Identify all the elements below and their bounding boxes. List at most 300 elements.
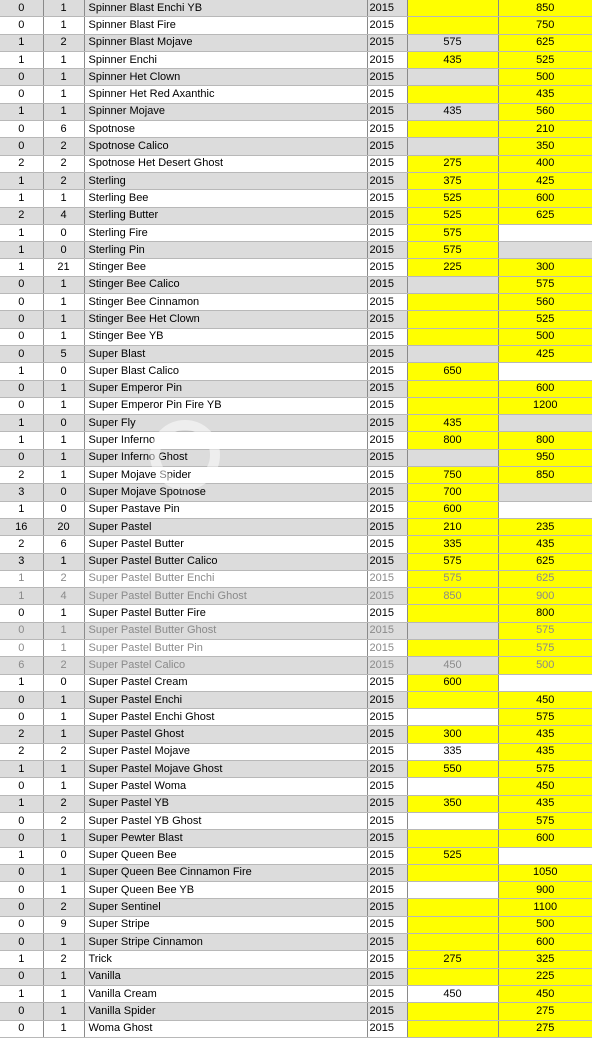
count-b-cell: 0 <box>43 224 84 241</box>
count-b-cell: 0 <box>43 674 84 691</box>
price-1-cell: 435 <box>407 103 498 120</box>
morph-name-cell: Super Pastel <box>84 518 367 535</box>
price-2-cell: 1200 <box>498 397 592 414</box>
count-b-cell: 1 <box>43 934 84 951</box>
morph-name-cell: Super Pastel YB Ghost <box>84 812 367 829</box>
price-2-cell: 560 <box>498 294 592 311</box>
price-2-cell: 575 <box>498 709 592 726</box>
year-cell: 2015 <box>367 103 407 120</box>
morph-name-cell: Super Pastel Enchi <box>84 691 367 708</box>
count-a-cell: 0 <box>0 864 43 881</box>
price-1-cell <box>407 294 498 311</box>
count-a-cell: 1 <box>0 588 43 605</box>
count-a-cell: 1 <box>0 242 43 259</box>
table-row <box>0 259 592 276</box>
year-cell: 2015 <box>367 795 407 812</box>
year-cell: 2015 <box>367 691 407 708</box>
count-a-cell: 0 <box>0 449 43 466</box>
price-1-cell: 275 <box>407 951 498 968</box>
price-2-cell: 225 <box>498 968 592 985</box>
price-2-cell: 575 <box>498 639 592 656</box>
table-row <box>0 588 592 605</box>
price-1-cell <box>407 1003 498 1020</box>
count-a-cell: 0 <box>0 639 43 656</box>
count-b-cell: 1 <box>43 69 84 86</box>
count-b-cell: 2 <box>43 570 84 587</box>
count-b-cell: 6 <box>43 536 84 553</box>
morph-name-cell: Super Blast <box>84 345 367 362</box>
count-b-cell: 1 <box>43 622 84 639</box>
year-cell: 2015 <box>367 864 407 881</box>
count-a-cell: 0 <box>0 605 43 622</box>
price-1-cell <box>407 328 498 345</box>
year-cell: 2015 <box>367 985 407 1002</box>
count-a-cell: 0 <box>0 830 43 847</box>
count-a-cell: 0 <box>0 380 43 397</box>
count-b-cell: 1 <box>43 449 84 466</box>
price-2-cell: 625 <box>498 34 592 51</box>
morph-name-cell: Stinger Bee Calico <box>84 276 367 293</box>
count-b-cell: 1 <box>43 553 84 570</box>
count-a-cell: 1 <box>0 761 43 778</box>
price-1-cell <box>407 968 498 985</box>
year-cell: 2015 <box>367 968 407 985</box>
count-a-cell: 1 <box>0 415 43 432</box>
price-2-cell: 500 <box>498 69 592 86</box>
year-cell: 2015 <box>367 916 407 933</box>
price-2-cell <box>498 847 592 864</box>
price-1-cell: 575 <box>407 242 498 259</box>
price-2-cell: 900 <box>498 882 592 899</box>
morph-name-cell: Spinner Blast Fire <box>84 17 367 34</box>
count-b-cell: 1 <box>43 294 84 311</box>
count-b-cell: 1 <box>43 864 84 881</box>
count-a-cell: 6 <box>0 657 43 674</box>
price-1-cell <box>407 605 498 622</box>
count-a-cell: 0 <box>0 328 43 345</box>
price-1-cell <box>407 17 498 34</box>
count-b-cell: 2 <box>43 795 84 812</box>
year-cell: 2015 <box>367 882 407 899</box>
price-2-cell: 750 <box>498 17 592 34</box>
count-a-cell: 0 <box>0 882 43 899</box>
count-a-cell: 1 <box>0 103 43 120</box>
price-1-cell: 575 <box>407 570 498 587</box>
morph-name-cell: Spinner Enchi <box>84 51 367 68</box>
count-b-cell: 0 <box>43 242 84 259</box>
price-2-cell: 950 <box>498 449 592 466</box>
price-1-cell <box>407 311 498 328</box>
count-b-cell: 1 <box>43 985 84 1002</box>
year-cell: 2015 <box>367 34 407 51</box>
table-row <box>0 484 592 501</box>
table-row <box>0 657 592 674</box>
count-b-cell: 1 <box>43 0 84 17</box>
year-cell: 2015 <box>367 432 407 449</box>
price-2-cell: 850 <box>498 467 592 484</box>
count-a-cell: 3 <box>0 484 43 501</box>
count-a-cell: 1 <box>0 259 43 276</box>
price-2-cell <box>498 674 592 691</box>
price-2-cell: 850 <box>498 0 592 17</box>
count-b-cell: 1 <box>43 51 84 68</box>
morph-name-cell: Stinger Bee Cinnamon <box>84 294 367 311</box>
count-b-cell: 0 <box>43 847 84 864</box>
table-row <box>0 328 592 345</box>
morph-name-cell: Super Pastel Butter Pin <box>84 639 367 656</box>
price-2-cell <box>498 224 592 241</box>
count-b-cell: 5 <box>43 345 84 362</box>
price-1-cell: 650 <box>407 363 498 380</box>
count-b-cell: 2 <box>43 155 84 172</box>
price-2-cell: 435 <box>498 726 592 743</box>
year-cell: 2015 <box>367 155 407 172</box>
morph-name-cell: Spotnose Calico <box>84 138 367 155</box>
price-2-cell <box>498 484 592 501</box>
table-row <box>0 0 592 17</box>
count-a-cell: 0 <box>0 899 43 916</box>
year-cell: 2015 <box>367 363 407 380</box>
year-cell: 2015 <box>367 726 407 743</box>
count-a-cell: 0 <box>0 86 43 103</box>
price-2-cell: 1100 <box>498 899 592 916</box>
table-row <box>0 709 592 726</box>
year-cell: 2015 <box>367 570 407 587</box>
count-b-cell: 1 <box>43 1003 84 1020</box>
table-row <box>0 415 592 432</box>
price-1-cell: 600 <box>407 674 498 691</box>
table-row <box>0 934 592 951</box>
count-a-cell: 0 <box>0 916 43 933</box>
price-2-cell: 425 <box>498 172 592 189</box>
morph-name-cell: Sterling Butter <box>84 207 367 224</box>
count-a-cell: 2 <box>0 743 43 760</box>
morph-name-cell: Super Queen Bee YB <box>84 882 367 899</box>
count-a-cell: 0 <box>0 622 43 639</box>
price-1-cell <box>407 934 498 951</box>
count-a-cell: 0 <box>0 934 43 951</box>
price-1-cell: 435 <box>407 51 498 68</box>
year-cell: 2015 <box>367 951 407 968</box>
price-2-cell: 500 <box>498 657 592 674</box>
table-row <box>0 570 592 587</box>
table-row <box>0 294 592 311</box>
table-row <box>0 605 592 622</box>
count-b-cell: 1 <box>43 311 84 328</box>
count-a-cell: 1 <box>0 190 43 207</box>
price-2-cell: 435 <box>498 86 592 103</box>
year-cell: 2015 <box>367 1003 407 1020</box>
count-b-cell: 2 <box>43 951 84 968</box>
table-row <box>0 726 592 743</box>
table-row <box>0 761 592 778</box>
price-1-cell: 750 <box>407 467 498 484</box>
price-2-cell: 625 <box>498 570 592 587</box>
price-1-cell <box>407 276 498 293</box>
price-1-cell <box>407 86 498 103</box>
year-cell: 2015 <box>367 588 407 605</box>
year-cell: 2015 <box>367 639 407 656</box>
year-cell: 2015 <box>367 51 407 68</box>
count-b-cell: 4 <box>43 207 84 224</box>
year-cell: 2015 <box>367 207 407 224</box>
year-cell: 2015 <box>367 743 407 760</box>
morph-name-cell: Super Blast Calico <box>84 363 367 380</box>
price-1-cell: 450 <box>407 657 498 674</box>
table-row <box>0 882 592 899</box>
year-cell: 2015 <box>367 761 407 778</box>
count-a-cell: 0 <box>0 345 43 362</box>
count-b-cell: 1 <box>43 709 84 726</box>
year-cell: 2015 <box>367 553 407 570</box>
price-2-cell: 350 <box>498 138 592 155</box>
table-row <box>0 432 592 449</box>
table-row <box>0 86 592 103</box>
price-2-cell: 275 <box>498 1020 592 1037</box>
price-1-cell <box>407 449 498 466</box>
price-1-cell: 350 <box>407 795 498 812</box>
count-a-cell: 1 <box>0 847 43 864</box>
count-b-cell: 2 <box>43 172 84 189</box>
year-cell: 2015 <box>367 294 407 311</box>
morph-name-cell: Vanilla <box>84 968 367 985</box>
price-1-cell: 335 <box>407 536 498 553</box>
count-b-cell: 1 <box>43 761 84 778</box>
morph-name-cell: Super Queen Bee <box>84 847 367 864</box>
price-1-cell: 575 <box>407 224 498 241</box>
morph-name-cell: Super Pastel Butter <box>84 536 367 553</box>
morph-name-cell: Super Sentinel <box>84 899 367 916</box>
year-cell: 2015 <box>367 172 407 189</box>
count-b-cell: 1 <box>43 103 84 120</box>
price-2-cell: 600 <box>498 830 592 847</box>
year-cell: 2015 <box>367 847 407 864</box>
year-cell: 2015 <box>367 830 407 847</box>
year-cell: 2015 <box>367 449 407 466</box>
morph-name-cell: Super Pastel Butter Enchi <box>84 570 367 587</box>
price-2-cell: 500 <box>498 328 592 345</box>
table-row <box>0 639 592 656</box>
year-cell: 2015 <box>367 69 407 86</box>
price-1-cell <box>407 882 498 899</box>
count-a-cell: 1 <box>0 985 43 1002</box>
morph-name-cell: Super Pastel Butter Fire <box>84 605 367 622</box>
year-cell: 2015 <box>367 812 407 829</box>
count-a-cell: 1 <box>0 570 43 587</box>
table-row <box>0 224 592 241</box>
price-2-cell <box>498 501 592 518</box>
morph-name-cell: Sterling Fire <box>84 224 367 241</box>
count-b-cell: 1 <box>43 968 84 985</box>
price-1-cell: 525 <box>407 190 498 207</box>
price-2-cell: 450 <box>498 691 592 708</box>
year-cell: 2015 <box>367 605 407 622</box>
price-2-cell: 900 <box>498 588 592 605</box>
morph-name-cell: Super Pastel Butter Ghost <box>84 622 367 639</box>
morph-name-cell: Super Emperor Pin <box>84 380 367 397</box>
price-1-cell: 300 <box>407 726 498 743</box>
morph-name-cell: Super Pastel Butter Calico <box>84 553 367 570</box>
table-row <box>0 501 592 518</box>
count-b-cell: 1 <box>43 830 84 847</box>
morph-name-cell: Stinger Bee YB <box>84 328 367 345</box>
price-1-cell <box>407 121 498 138</box>
count-a-cell: 1 <box>0 795 43 812</box>
count-a-cell: 0 <box>0 138 43 155</box>
price-2-cell: 600 <box>498 934 592 951</box>
price-1-cell <box>407 899 498 916</box>
count-a-cell: 1 <box>0 51 43 68</box>
year-cell: 2015 <box>367 1020 407 1037</box>
count-a-cell: 0 <box>0 0 43 17</box>
count-a-cell: 1 <box>0 432 43 449</box>
price-1-cell <box>407 691 498 708</box>
morph-name-cell: Spotnose <box>84 121 367 138</box>
price-1-cell <box>407 69 498 86</box>
morph-name-cell: Super Pastel Butter Enchi Ghost <box>84 588 367 605</box>
morph-name-cell: Super Pastel Enchi Ghost <box>84 709 367 726</box>
year-cell: 2015 <box>367 190 407 207</box>
count-a-cell: 0 <box>0 397 43 414</box>
table-row <box>0 864 592 881</box>
year-cell: 2015 <box>367 397 407 414</box>
count-b-cell: 0 <box>43 415 84 432</box>
price-1-cell: 435 <box>407 415 498 432</box>
year-cell: 2015 <box>367 778 407 795</box>
year-cell: 2015 <box>367 501 407 518</box>
year-cell: 2015 <box>367 536 407 553</box>
year-cell: 2015 <box>367 657 407 674</box>
count-a-cell: 16 <box>0 518 43 535</box>
year-cell: 2015 <box>367 0 407 17</box>
price-2-cell: 500 <box>498 916 592 933</box>
year-cell: 2015 <box>367 899 407 916</box>
table-row <box>0 380 592 397</box>
price-1-cell: 600 <box>407 501 498 518</box>
morph-name-cell: Super Pastel Mojave Ghost <box>84 761 367 778</box>
price-2-cell: 600 <box>498 380 592 397</box>
year-cell: 2015 <box>367 467 407 484</box>
count-a-cell: 0 <box>0 709 43 726</box>
price-2-cell: 625 <box>498 207 592 224</box>
count-b-cell: 2 <box>43 138 84 155</box>
count-a-cell: 1 <box>0 674 43 691</box>
price-1-cell: 225 <box>407 259 498 276</box>
table-row <box>0 155 592 172</box>
morph-name-cell: Vanilla Spider <box>84 1003 367 1020</box>
price-1-cell: 700 <box>407 484 498 501</box>
price-2-cell: 300 <box>498 259 592 276</box>
price-2-cell: 1050 <box>498 864 592 881</box>
table-row <box>0 830 592 847</box>
table-row <box>0 812 592 829</box>
count-a-cell: 0 <box>0 1003 43 1020</box>
year-cell: 2015 <box>367 380 407 397</box>
morph-name-cell: Super Pastave Pin <box>84 501 367 518</box>
morph-name-cell: Super Queen Bee Cinnamon Fire <box>84 864 367 881</box>
count-b-cell: 2 <box>43 899 84 916</box>
price-2-cell: 435 <box>498 536 592 553</box>
table-row <box>0 536 592 553</box>
price-2-cell: 400 <box>498 155 592 172</box>
morph-name-cell: Spinner Het Clown <box>84 69 367 86</box>
count-b-cell: 1 <box>43 190 84 207</box>
year-cell: 2015 <box>367 484 407 501</box>
count-a-cell: 0 <box>0 69 43 86</box>
morph-name-cell: Spinner Blast Enchi YB <box>84 0 367 17</box>
price-1-cell <box>407 830 498 847</box>
count-a-cell: 0 <box>0 17 43 34</box>
table-row <box>0 103 592 120</box>
count-b-cell: 1 <box>43 17 84 34</box>
count-a-cell: 1 <box>0 363 43 380</box>
price-1-cell: 375 <box>407 172 498 189</box>
table-row <box>0 674 592 691</box>
price-2-cell: 600 <box>498 190 592 207</box>
count-b-cell: 1 <box>43 605 84 622</box>
morph-name-cell: Spinner Blast Mojave <box>84 34 367 51</box>
price-1-cell: 450 <box>407 985 498 1002</box>
year-cell: 2015 <box>367 276 407 293</box>
count-a-cell: 0 <box>0 968 43 985</box>
price-2-cell <box>498 415 592 432</box>
table-row <box>0 345 592 362</box>
count-b-cell: 1 <box>43 639 84 656</box>
price-1-cell: 210 <box>407 518 498 535</box>
count-b-cell: 1 <box>43 276 84 293</box>
price-1-cell: 850 <box>407 588 498 605</box>
count-b-cell: 0 <box>43 501 84 518</box>
table-row <box>0 311 592 328</box>
table-row <box>0 951 592 968</box>
price-1-cell <box>407 345 498 362</box>
count-b-cell: 2 <box>43 34 84 51</box>
price-2-cell: 435 <box>498 795 592 812</box>
table-row <box>0 121 592 138</box>
table-row <box>0 207 592 224</box>
count-b-cell: 21 <box>43 259 84 276</box>
count-b-cell: 1 <box>43 467 84 484</box>
morph-name-cell: Super Pastel Woma <box>84 778 367 795</box>
morph-name-cell: Super Pastel Cream <box>84 674 367 691</box>
morph-name-cell: Trick <box>84 951 367 968</box>
price-1-cell: 575 <box>407 553 498 570</box>
price-2-cell: 800 <box>498 605 592 622</box>
table-row <box>0 69 592 86</box>
table-row <box>0 795 592 812</box>
morph-name-cell: Super Stripe <box>84 916 367 933</box>
morph-name-cell: Super Pastel YB <box>84 795 367 812</box>
table-row <box>0 1020 592 1037</box>
count-b-cell: 1 <box>43 380 84 397</box>
table-row <box>0 691 592 708</box>
count-a-cell: 0 <box>0 311 43 328</box>
price-1-cell <box>407 1020 498 1037</box>
count-b-cell: 20 <box>43 518 84 535</box>
year-cell: 2015 <box>367 674 407 691</box>
count-b-cell: 0 <box>43 484 84 501</box>
price-1-cell <box>407 138 498 155</box>
table-row <box>0 190 592 207</box>
price-1-cell: 525 <box>407 207 498 224</box>
table-row <box>0 916 592 933</box>
count-b-cell: 2 <box>43 812 84 829</box>
count-b-cell: 0 <box>43 363 84 380</box>
price-2-cell: 425 <box>498 345 592 362</box>
year-cell: 2015 <box>367 709 407 726</box>
count-b-cell: 1 <box>43 882 84 899</box>
year-cell: 2015 <box>367 345 407 362</box>
